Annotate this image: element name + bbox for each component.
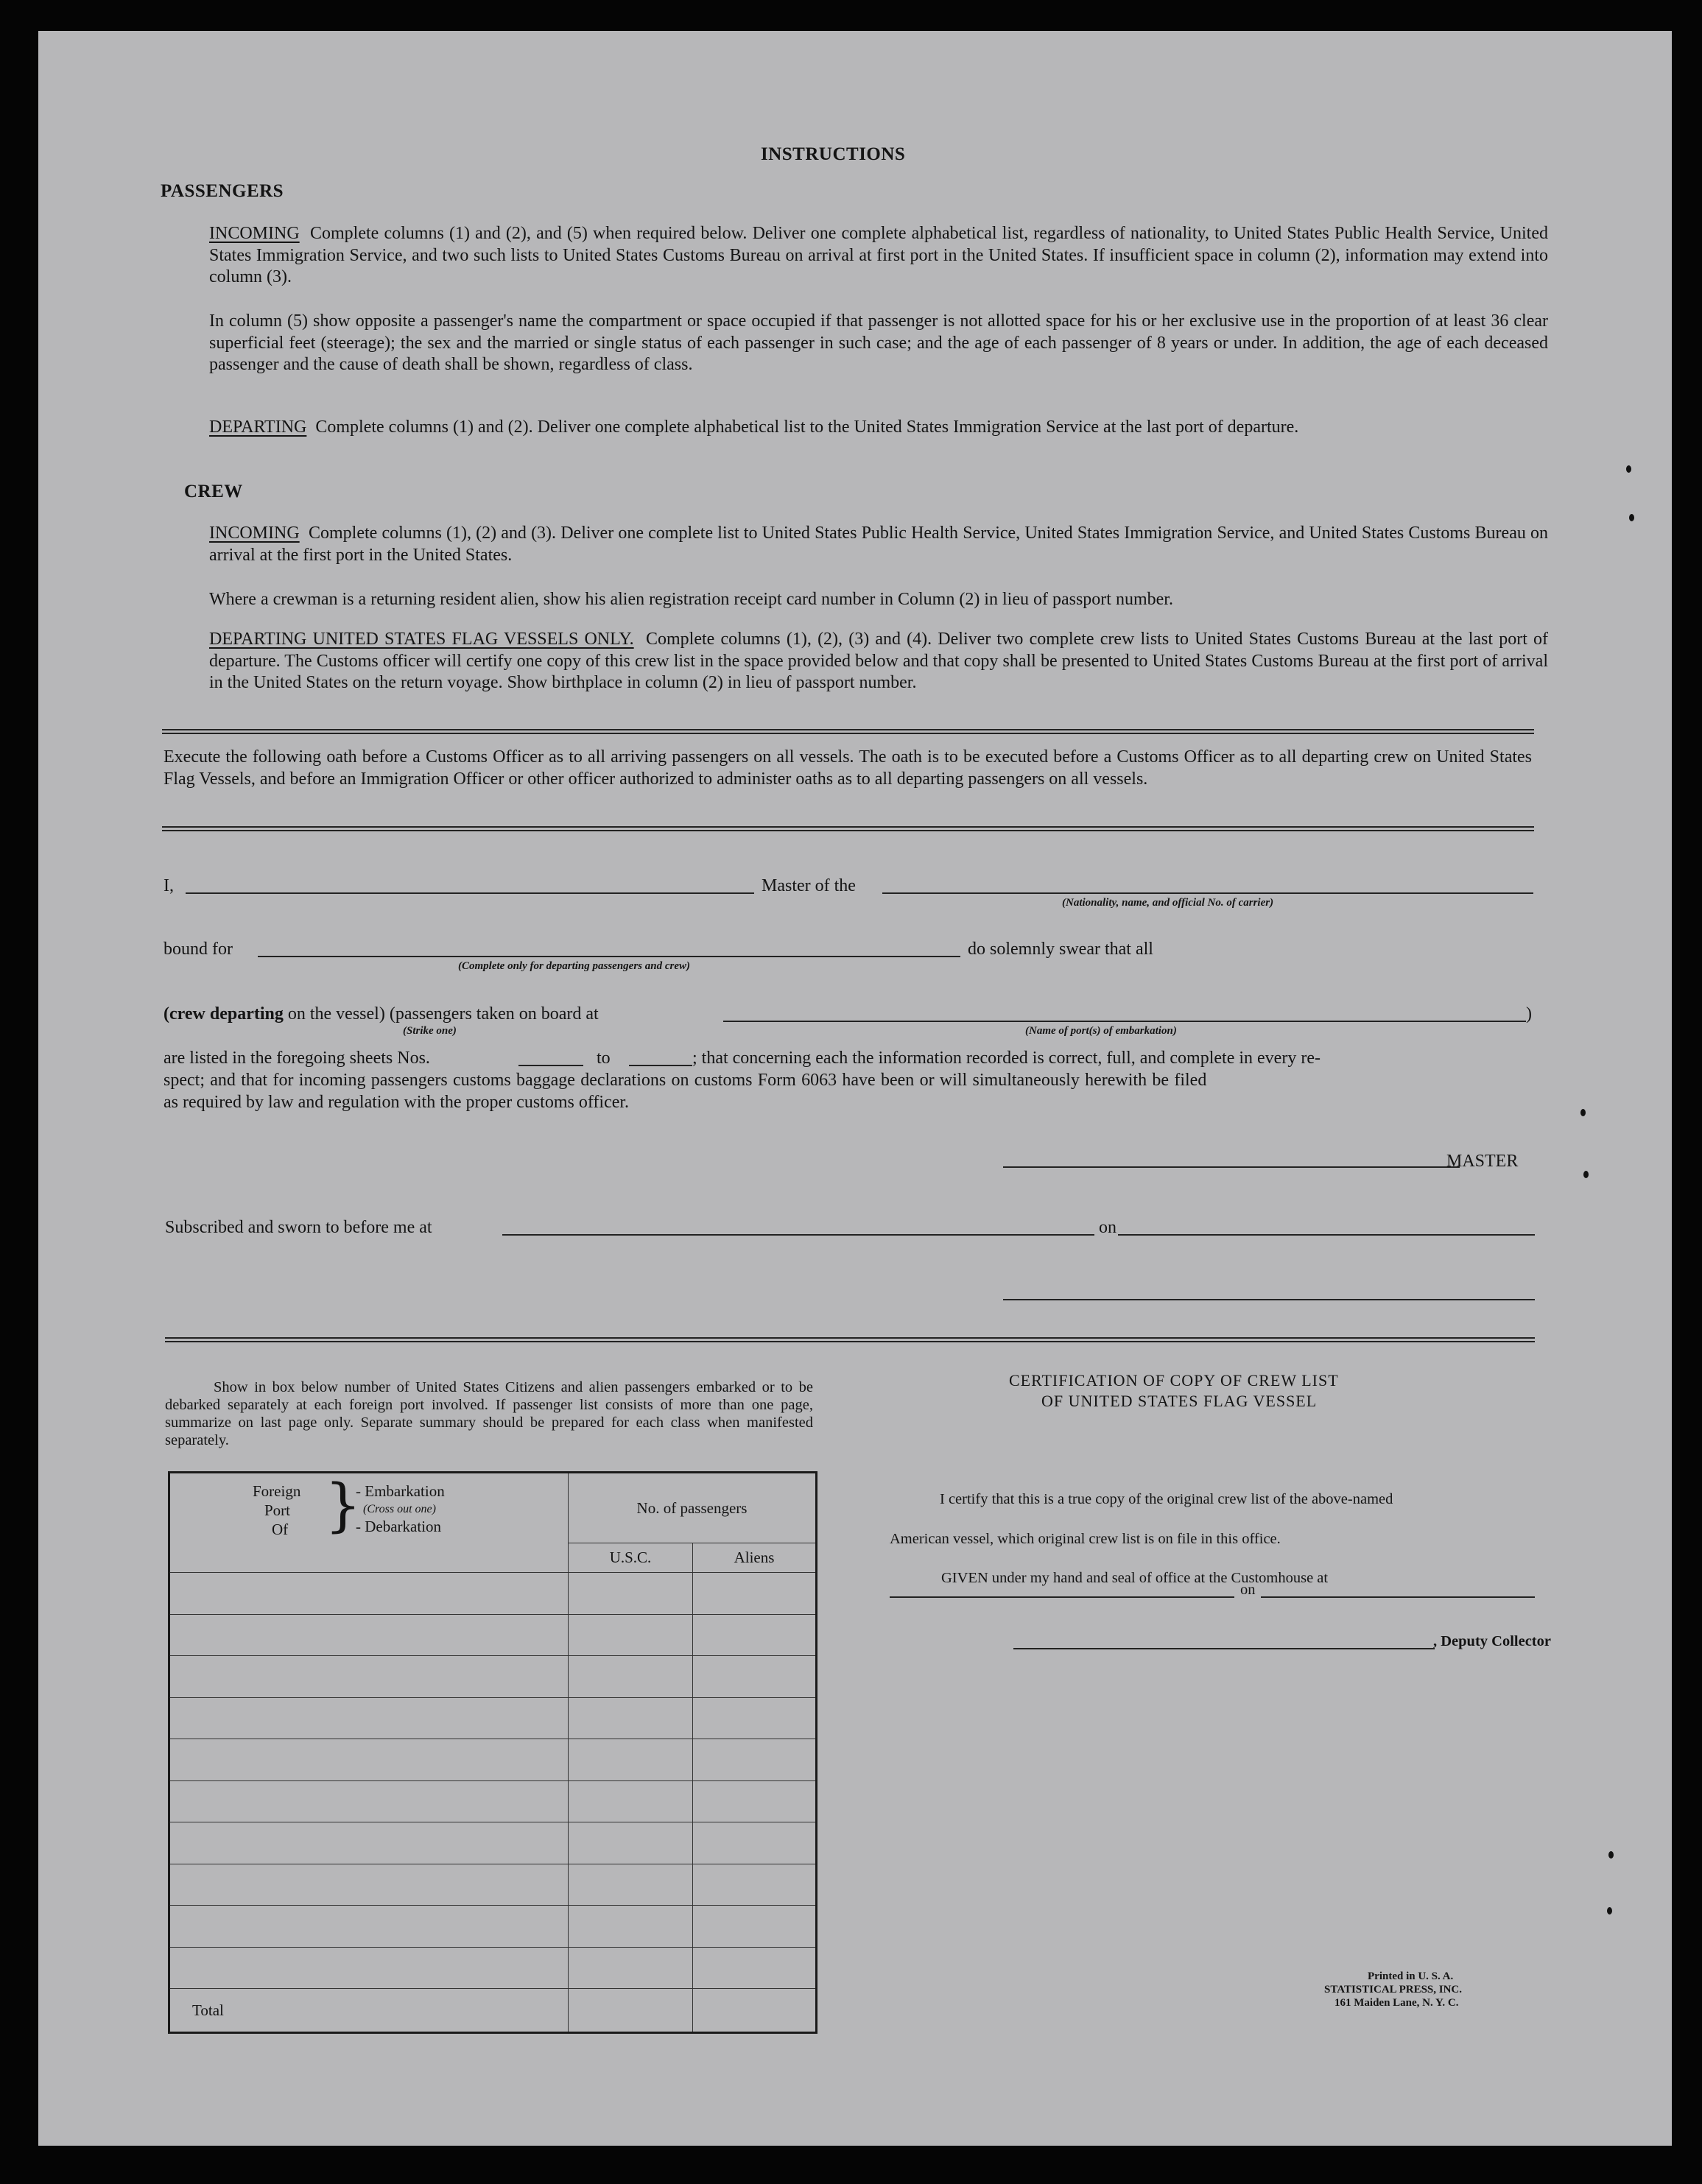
- table-row: [169, 1697, 817, 1739]
- port-cell[interactable]: [169, 1697, 569, 1739]
- bound-for-caption: (Complete only for departing passengers and crew): [458, 960, 690, 972]
- passengers-incoming-label: INCOMING: [209, 224, 300, 243]
- speck: [1583, 1171, 1589, 1178]
- sworn-on-label: on: [1099, 1218, 1117, 1237]
- customhouse-field[interactable]: [890, 1596, 1234, 1598]
- crew-departing-label: DEPARTING UNITED STATES FLAG VESSELS ONLY.: [209, 630, 634, 649]
- table-row: [169, 1947, 817, 1989]
- total-label: Total: [169, 1989, 569, 2033]
- brace-icon: }: [325, 1473, 362, 1539]
- sheet-from-field[interactable]: [518, 1065, 583, 1066]
- strike-caption: (Strike one): [403, 1025, 457, 1037]
- crew-departing-text: (crew departing: [163, 1004, 284, 1024]
- port-header-cell: [169, 1473, 569, 1573]
- usc-cell[interactable]: [569, 1614, 693, 1656]
- close-paren: ): [1526, 1004, 1532, 1024]
- crew-incoming-paragraph: [209, 523, 1548, 566]
- total-row: [169, 1989, 817, 2033]
- aliens-cell[interactable]: [693, 1822, 817, 1864]
- certification-given: GIVEN under my hand and seal of office at the Customhouse at: [941, 1570, 1329, 1586]
- form-page: [38, 31, 1672, 2146]
- aliens-cell[interactable]: [693, 1573, 817, 1615]
- no-passengers-header: No. of passengers: [569, 1473, 817, 1543]
- divider: [162, 729, 1534, 734]
- swear-text: do solemnly swear that all: [968, 940, 1153, 959]
- port-cell[interactable]: [169, 1739, 569, 1781]
- speck: [1580, 1109, 1586, 1116]
- usc-cell[interactable]: [569, 1573, 693, 1615]
- aliens-cell[interactable]: [693, 1697, 817, 1739]
- passengers-incoming-paragraph: [209, 223, 1548, 289]
- bound-for-label: bound for: [163, 940, 233, 959]
- officer-signature-field[interactable]: [1003, 1299, 1535, 1300]
- passengers-departing-paragraph: [209, 417, 1548, 439]
- table-row: [169, 1573, 817, 1615]
- usc-cell[interactable]: [569, 1780, 693, 1822]
- passengers-column5-paragraph: In column (5) show opposite a passenger's name the compartment or space occupied if that passenger is not allotted space for his or her exclusive use in the proportion of at least 36 clear superficial feet (steerage); the sex and the married or single status of each passenger in such case; and the age of each passenger of 8 years or under. In addition, the age of each deceased passenger and the cause of death shall be shown, regardless of class.: [209, 311, 1548, 374]
- crew-departing-option: [163, 1004, 599, 1024]
- foreign-label: Foreign: [253, 1482, 301, 1500]
- port-cell[interactable]: [169, 1614, 569, 1656]
- debarkation-option: - Debarkation: [356, 1518, 442, 1535]
- master-name-field[interactable]: [186, 892, 754, 894]
- port-cell[interactable]: [169, 1864, 569, 1906]
- usc-cell[interactable]: [569, 1947, 693, 1989]
- usc-cell[interactable]: [569, 1697, 693, 1739]
- passengers-heading: PASSENGERS: [161, 181, 284, 201]
- table-row: [169, 1864, 817, 1906]
- speck: [1608, 1851, 1614, 1859]
- passenger-summary-table: [168, 1471, 817, 2034]
- master-of-the-label: Master of the: [762, 876, 856, 895]
- certification-date-field[interactable]: [1261, 1596, 1535, 1598]
- certification-text-2: American vessel, which original crew list is on file in this office.: [890, 1531, 1281, 1547]
- sworn-date-field[interactable]: [1118, 1234, 1535, 1236]
- port-label: Port: [264, 1501, 291, 1519]
- table-row: [169, 1614, 817, 1656]
- table-row: [169, 1739, 817, 1781]
- crew-departing-text: Complete columns (1), (2), (3) and (4). Deliver two complete crew lists to United States Customs Bureau at the last port of departure. The Customs officer will certify one copy of this crew list in the space provided below and that copy shall be presented to United States Customs Bureau at the first port of arrival in the United States on the return voyage. Show birthplace in column (2) in lieu of passport number.: [209, 630, 1549, 692]
- deputy-signature-field[interactable]: [1013, 1648, 1435, 1649]
- printer-line-1: Printed in U. S. A.: [1368, 1970, 1454, 1982]
- usc-cell[interactable]: [569, 1739, 693, 1781]
- aliens-cell[interactable]: [693, 1739, 817, 1781]
- aliens-cell[interactable]: [693, 1656, 817, 1698]
- embarkation-option: - Embarkation: [356, 1482, 445, 1500]
- cross-out-caption: (Cross out one): [363, 1503, 436, 1515]
- subscribed-label: Subscribed and sworn to before me at: [165, 1218, 432, 1237]
- table-row: [169, 1822, 817, 1864]
- carrier-caption: (Nationality, name, and official No. of carrier): [1062, 897, 1274, 909]
- deputy-collector-label: , Deputy Collector: [1433, 1633, 1551, 1649]
- port-cell[interactable]: [169, 1906, 569, 1948]
- certification-title-1: CERTIFICATION OF COPY OF CREW LIST: [1009, 1371, 1339, 1389]
- instructions-title: INSTRUCTIONS: [761, 144, 906, 164]
- certification-text-1: I certify that this is a true copy of the original crew list of the above-named: [940, 1491, 1393, 1507]
- total-aliens-cell[interactable]: [693, 1989, 817, 2033]
- summary-instructions: Show in box below number of United States Citizens and alien passengers embarked or to be debarked separately at each foreign port involved. If passenger list consists of more than one page, summarize on last page only. Separate summary should be prepared for each class when manifested separately.: [165, 1379, 813, 1448]
- port-cell[interactable]: [169, 1822, 569, 1864]
- master-label: MASTER: [1446, 1152, 1519, 1171]
- usc-cell[interactable]: [569, 1656, 693, 1698]
- aliens-header: Aliens: [693, 1543, 817, 1573]
- ports-caption: (Name of port(s) of embarkation): [1025, 1025, 1177, 1037]
- aliens-cell[interactable]: [693, 1614, 817, 1656]
- port-cell[interactable]: [169, 1780, 569, 1822]
- sworn-place-field[interactable]: [502, 1234, 1094, 1236]
- passengers-incoming-text: Complete columns (1) and (2), and (5) when required below. Deliver one complete alphabetical list, regardless of nationality, to United States Public Health Service, United States Immigration Service, and two such lists to United States Customs Bureau on arrival at first port in the United States. If insufficient space in column (2), information may extend into column (3).: [209, 224, 1548, 286]
- port-cell[interactable]: [169, 1656, 569, 1698]
- printer-line-2: STATISTICAL PRESS, INC.: [1324, 1984, 1463, 1995]
- crew-heading: CREW: [184, 482, 243, 501]
- speck: [1607, 1907, 1612, 1914]
- port-cell[interactable]: [169, 1573, 569, 1615]
- divider: [165, 1337, 1535, 1342]
- printer-line-3: 161 Maiden Lane, N. Y. C.: [1334, 1997, 1459, 2009]
- aliens-cell[interactable]: [693, 1947, 817, 1989]
- usc-cell[interactable]: [569, 1864, 693, 1906]
- of-label: Of: [272, 1521, 289, 1538]
- speck: [1629, 514, 1634, 521]
- bound-for-field[interactable]: [258, 956, 960, 957]
- on-the-vessel-text: on the vessel): [287, 1004, 385, 1024]
- oath-i-label: I,: [163, 876, 174, 895]
- aliens-cell[interactable]: [693, 1780, 817, 1822]
- carrier-field[interactable]: [882, 892, 1533, 894]
- oath-intro: Execute the following oath before a Customs Officer as to all arriving passengers on all vessels. The oath is to be executed before a Customs Officer as to all departing crew on United States Flag Vessels, and before an Immigration Officer or other officer authorized to administer oaths as to all departing passengers on all vessels.: [163, 747, 1532, 789]
- crew-departing-paragraph: [209, 629, 1548, 694]
- passengers-departing-label: DEPARTING: [209, 418, 307, 437]
- certification-title-2: OF UNITED STATES FLAG VESSEL: [1041, 1392, 1318, 1410]
- listed-text-c: spect; and that for incoming passengers customs baggage declarations on customs Form 6063 have been or will simultaneously herewith be filed: [163, 1071, 1207, 1090]
- speck: [1626, 465, 1631, 473]
- usc-cell[interactable]: [569, 1906, 693, 1948]
- crew-incoming-text: Complete columns (1), (2) and (3). Deliver one complete list to United States Public Health Service, United States Immigration Service, and United States Customs Bureau on arrival at the first port in the United States.: [209, 524, 1549, 565]
- sheet-to-field[interactable]: [629, 1065, 692, 1066]
- aliens-cell[interactable]: [693, 1906, 817, 1948]
- passengers-departing-text: Complete columns (1) and (2). Deliver one complete alphabetical list to the United States Immigration Service at the last port of departure.: [315, 418, 1299, 437]
- table-row: [169, 1906, 817, 1948]
- table-row: [169, 1656, 817, 1698]
- crew-resident-paragraph: Where a crewman is a returning resident alien, show his alien registration receipt card number in Column (2) in lieu of passport number.: [209, 590, 1173, 609]
- usc-header: U.S.C.: [569, 1543, 693, 1573]
- certification-on-label: on: [1240, 1582, 1256, 1598]
- embarkation-ports-field[interactable]: [723, 1021, 1526, 1022]
- crew-incoming-label: INCOMING: [209, 524, 300, 543]
- total-usc-cell[interactable]: [569, 1989, 693, 2033]
- port-cell[interactable]: [169, 1947, 569, 1989]
- passengers-taken-text: (passengers taken on board at: [389, 1004, 599, 1024]
- master-signature-field[interactable]: [1003, 1166, 1460, 1168]
- divider: [162, 826, 1534, 831]
- listed-text-d: as required by law and regulation with the proper customs officer.: [163, 1093, 630, 1112]
- table-row: [169, 1780, 817, 1822]
- usc-cell[interactable]: [569, 1822, 693, 1864]
- listed-text-a: are listed in the foregoing sheets Nos.: [163, 1049, 430, 1068]
- listed-to: to: [597, 1049, 611, 1068]
- listed-text-b: ; that concerning each the information recorded is correct, full, and complete in every re-: [692, 1049, 1321, 1068]
- aliens-cell[interactable]: [693, 1864, 817, 1906]
